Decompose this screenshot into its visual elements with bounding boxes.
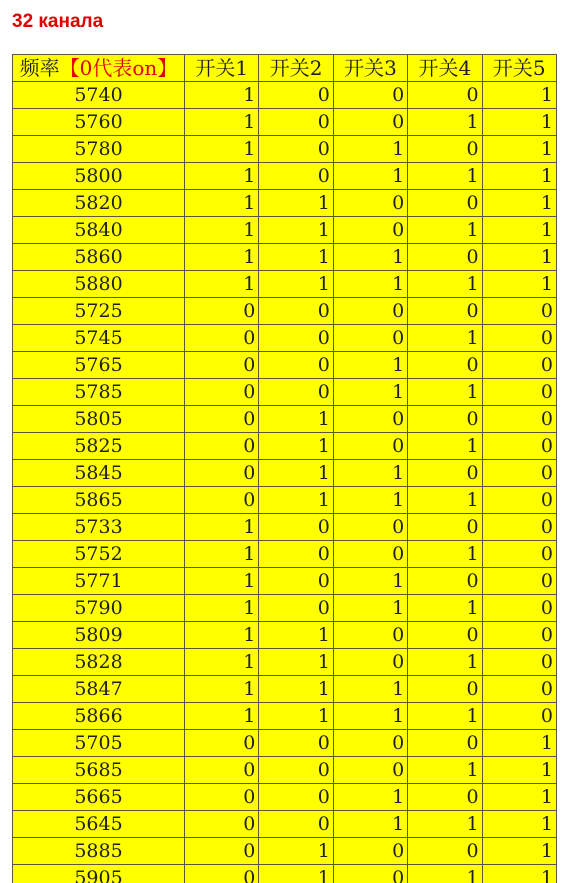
- frequency-cell: 5809: [13, 622, 185, 649]
- switch-3-cell: 1: [333, 595, 407, 622]
- switch-1-cell: 1: [185, 109, 259, 136]
- switch-3-cell: 0: [333, 865, 407, 883]
- switch-5-cell: 0: [482, 406, 556, 433]
- switch-2-cell: 1: [259, 217, 333, 244]
- switch-1-cell: 0: [185, 838, 259, 865]
- frequency-cell: 5790: [13, 595, 185, 622]
- switch-4-cell: 0: [408, 190, 482, 217]
- switch-1-cell: 0: [185, 865, 259, 883]
- switch-4-cell: 1: [408, 811, 482, 838]
- switch-1-cell: 1: [185, 82, 259, 109]
- table-row: [13, 541, 557, 568]
- table-row: [13, 514, 557, 541]
- switch-2-cell: 1: [259, 406, 333, 433]
- switch-5-cell: 0: [482, 352, 556, 379]
- switch-5-cell: 0: [482, 649, 556, 676]
- switch-5-cell: 0: [482, 379, 556, 406]
- switch-1-cell: 0: [185, 352, 259, 379]
- table-row: [13, 298, 557, 325]
- table-row: [13, 433, 557, 460]
- switch-3-cell: 0: [333, 514, 407, 541]
- switch-4-cell: 1: [408, 163, 482, 190]
- switch-5-cell: 0: [482, 622, 556, 649]
- switch-3-cell: 1: [333, 379, 407, 406]
- table-row: [13, 622, 557, 649]
- switch-4-cell: 0: [408, 568, 482, 595]
- switch-1-cell: 0: [185, 784, 259, 811]
- table-row: [13, 217, 557, 244]
- switch-3-cell: 1: [333, 460, 407, 487]
- switch-2-cell: 1: [259, 244, 333, 271]
- table-row: [13, 703, 557, 730]
- frequency-cell: 5860: [13, 244, 185, 271]
- switch-1-cell: 1: [185, 568, 259, 595]
- switch-5-cell: 1: [482, 109, 556, 136]
- switch-1-cell: 0: [185, 730, 259, 757]
- table-row: [13, 487, 557, 514]
- frequency-cell: 5820: [13, 190, 185, 217]
- frequency-cell: 5740: [13, 82, 185, 109]
- switch-4-cell: 1: [408, 433, 482, 460]
- frequency-cell: 5760: [13, 109, 185, 136]
- frequency-cell: 5771: [13, 568, 185, 595]
- switch-5-cell: 0: [482, 568, 556, 595]
- frequency-cell: 5825: [13, 433, 185, 460]
- switch-1-cell: 1: [185, 271, 259, 298]
- frequency-note: 【0代表on】: [59, 56, 178, 80]
- switch-3-cell: 1: [333, 271, 407, 298]
- switch-2-cell: 1: [259, 487, 333, 514]
- switch-1-cell: 0: [185, 487, 259, 514]
- switch-3-cell: 0: [333, 298, 407, 325]
- switch-2-cell: 1: [259, 865, 333, 883]
- frequency-cell: 5805: [13, 406, 185, 433]
- switch-5-cell: 0: [482, 460, 556, 487]
- switch-2-cell: 1: [259, 190, 333, 217]
- switch-4-cell: 0: [408, 82, 482, 109]
- switch-2-cell: 0: [259, 811, 333, 838]
- table-row: [13, 325, 557, 352]
- table-row: [13, 406, 557, 433]
- switch-1-cell: 1: [185, 649, 259, 676]
- switch-4-cell: 1: [408, 109, 482, 136]
- switch-4-cell: 1: [408, 541, 482, 568]
- switch-3-cell: 0: [333, 541, 407, 568]
- frequency-cell: 5865: [13, 487, 185, 514]
- switch-5-cell: 1: [482, 190, 556, 217]
- switch-2-cell: 1: [259, 622, 333, 649]
- switch-5-cell: 1: [482, 811, 556, 838]
- table-row: [13, 460, 557, 487]
- frequency-cell: 5752: [13, 541, 185, 568]
- switch-5-cell: 0: [482, 595, 556, 622]
- switch-4-cell: 0: [408, 352, 482, 379]
- frequency-cell: 5885: [13, 838, 185, 865]
- switch-2-cell: 1: [259, 703, 333, 730]
- switch-3-cell: 0: [333, 649, 407, 676]
- switch-1-cell: 1: [185, 190, 259, 217]
- switch-5-cell: 1: [482, 217, 556, 244]
- switch-5-cell: 1: [482, 244, 556, 271]
- frequency-cell: 5845: [13, 460, 185, 487]
- frequency-cell: 5880: [13, 271, 185, 298]
- switch-5-cell: 0: [482, 514, 556, 541]
- switch-4-cell: 0: [408, 838, 482, 865]
- switch-1-cell: 1: [185, 163, 259, 190]
- switch-2-cell: 1: [259, 676, 333, 703]
- switch-5-cell: 1: [482, 271, 556, 298]
- switch-1-cell: 1: [185, 703, 259, 730]
- table-row: [13, 784, 557, 811]
- switch-4-cell: 1: [408, 703, 482, 730]
- switch-4-cell: 1: [408, 595, 482, 622]
- switch-3-cell: 1: [333, 784, 407, 811]
- switch-4-cell: 0: [408, 622, 482, 649]
- table-row: [13, 136, 557, 163]
- frequency-cell: 5828: [13, 649, 185, 676]
- frequency-cell: 5725: [13, 298, 185, 325]
- switch-3-cell: 0: [333, 622, 407, 649]
- switch-3-cell: 0: [333, 325, 407, 352]
- frequency-cell: 5765: [13, 352, 185, 379]
- switch-1-cell: 0: [185, 433, 259, 460]
- switch-4-cell: 1: [408, 865, 482, 883]
- table-row: [13, 730, 557, 757]
- switch-1-cell: 0: [185, 406, 259, 433]
- switch-5-cell: 1: [482, 136, 556, 163]
- switch-2-cell: 1: [259, 649, 333, 676]
- switch-1-cell: 0: [185, 460, 259, 487]
- switch-2-cell: 0: [259, 136, 333, 163]
- frequency-cell: 5733: [13, 514, 185, 541]
- switch-5-cell: 0: [482, 541, 556, 568]
- switch-5-cell: 1: [482, 730, 556, 757]
- switch-3-cell: 0: [333, 757, 407, 784]
- switch-4-cell: 0: [408, 298, 482, 325]
- switch-2-cell: 0: [259, 514, 333, 541]
- switch-4-cell: 1: [408, 649, 482, 676]
- switch-3-cell: 1: [333, 676, 407, 703]
- switch-5-cell: 0: [482, 703, 556, 730]
- switch-5-cell: 0: [482, 487, 556, 514]
- table-row: [13, 676, 557, 703]
- switch-2-cell: 0: [259, 568, 333, 595]
- column-header-switch-2: 开关2: [259, 55, 333, 82]
- switch-3-cell: 0: [333, 406, 407, 433]
- frequency-cell: 5705: [13, 730, 185, 757]
- table-header-row: [13, 55, 557, 82]
- table-row: [13, 595, 557, 622]
- column-header-switch-3: 开关3: [333, 55, 407, 82]
- switch-5-cell: 1: [482, 865, 556, 883]
- switch-4-cell: 1: [408, 757, 482, 784]
- switch-4-cell: 0: [408, 676, 482, 703]
- switch-4-cell: 0: [408, 136, 482, 163]
- switch-1-cell: 0: [185, 298, 259, 325]
- table-row: [13, 163, 557, 190]
- frequency-cell: 5745: [13, 325, 185, 352]
- switch-5-cell: 0: [482, 298, 556, 325]
- switch-1-cell: 1: [185, 217, 259, 244]
- switch-4-cell: 1: [408, 487, 482, 514]
- switch-1-cell: 1: [185, 244, 259, 271]
- switch-3-cell: 0: [333, 109, 407, 136]
- frequency-cell: 5840: [13, 217, 185, 244]
- switch-2-cell: 0: [259, 352, 333, 379]
- table-row: [13, 244, 557, 271]
- table-row: [13, 82, 557, 109]
- switch-1-cell: 0: [185, 379, 259, 406]
- switch-4-cell: 0: [408, 460, 482, 487]
- switch-5-cell: 1: [482, 82, 556, 109]
- frequency-cell: 5665: [13, 784, 185, 811]
- switch-3-cell: 0: [333, 82, 407, 109]
- switch-3-cell: 1: [333, 487, 407, 514]
- switch-4-cell: 0: [408, 406, 482, 433]
- table-row: [13, 568, 557, 595]
- table-row: [13, 865, 557, 883]
- table-row: [13, 271, 557, 298]
- switch-4-cell: 1: [408, 271, 482, 298]
- switch-3-cell: 1: [333, 811, 407, 838]
- switch-1-cell: 1: [185, 136, 259, 163]
- channel-table-container: [12, 54, 562, 883]
- switch-5-cell: 1: [482, 757, 556, 784]
- switch-2-cell: 0: [259, 298, 333, 325]
- switch-4-cell: 1: [408, 217, 482, 244]
- table-row: [13, 757, 557, 784]
- switch-2-cell: 0: [259, 784, 333, 811]
- frequency-cell: 5905: [13, 865, 185, 883]
- switch-1-cell: 0: [185, 757, 259, 784]
- table-row: [13, 649, 557, 676]
- switch-2-cell: 0: [259, 163, 333, 190]
- switch-1-cell: 0: [185, 811, 259, 838]
- switch-2-cell: 0: [259, 82, 333, 109]
- switch-4-cell: 0: [408, 514, 482, 541]
- column-header-switch-5: 开关5: [482, 55, 556, 82]
- frequency-label: 频率: [19, 56, 60, 80]
- switch-1-cell: 1: [185, 676, 259, 703]
- switch-2-cell: 0: [259, 541, 333, 568]
- switch-4-cell: 0: [408, 244, 482, 271]
- switch-3-cell: 0: [333, 838, 407, 865]
- frequency-cell: 5847: [13, 676, 185, 703]
- switch-2-cell: 0: [259, 325, 333, 352]
- switch-5-cell: 0: [482, 325, 556, 352]
- column-header-switch-1: 开关1: [185, 55, 259, 82]
- switch-4-cell: 0: [408, 730, 482, 757]
- frequency-cell: 5800: [13, 163, 185, 190]
- switch-2-cell: 0: [259, 595, 333, 622]
- table-row: [13, 811, 557, 838]
- table-row: [13, 190, 557, 217]
- switch-2-cell: 1: [259, 460, 333, 487]
- table-row: [13, 838, 557, 865]
- switch-2-cell: 1: [259, 838, 333, 865]
- channel-table: [12, 54, 557, 883]
- switch-2-cell: 0: [259, 379, 333, 406]
- table-row: [13, 379, 557, 406]
- switch-4-cell: 1: [408, 325, 482, 352]
- switch-3-cell: 0: [333, 433, 407, 460]
- switch-4-cell: 0: [408, 784, 482, 811]
- column-header-frequency: [13, 55, 185, 82]
- frequency-cell: 5685: [13, 757, 185, 784]
- switch-1-cell: 1: [185, 541, 259, 568]
- switch-3-cell: 1: [333, 136, 407, 163]
- switch-5-cell: 0: [482, 676, 556, 703]
- switch-5-cell: 1: [482, 784, 556, 811]
- switch-1-cell: 0: [185, 325, 259, 352]
- frequency-cell: 5866: [13, 703, 185, 730]
- switch-2-cell: 1: [259, 271, 333, 298]
- frequency-cell: 5645: [13, 811, 185, 838]
- switch-2-cell: 0: [259, 757, 333, 784]
- switch-1-cell: 1: [185, 622, 259, 649]
- switch-2-cell: 1: [259, 433, 333, 460]
- table-row: [13, 352, 557, 379]
- switch-2-cell: 0: [259, 109, 333, 136]
- switch-5-cell: 0: [482, 433, 556, 460]
- switch-3-cell: 1: [333, 568, 407, 595]
- switch-3-cell: 0: [333, 730, 407, 757]
- switch-3-cell: 0: [333, 217, 407, 244]
- switch-3-cell: 1: [333, 703, 407, 730]
- frequency-cell: 5780: [13, 136, 185, 163]
- switch-3-cell: 1: [333, 244, 407, 271]
- frequency-cell: 5785: [13, 379, 185, 406]
- page-title: 32 канала: [12, 11, 104, 32]
- switch-3-cell: 0: [333, 190, 407, 217]
- switch-5-cell: 1: [482, 163, 556, 190]
- switch-1-cell: 1: [185, 514, 259, 541]
- switch-3-cell: 1: [333, 352, 407, 379]
- switch-5-cell: 1: [482, 838, 556, 865]
- switch-4-cell: 1: [408, 379, 482, 406]
- column-header-switch-4: 开关4: [408, 55, 482, 82]
- table-body: [13, 82, 557, 883]
- table-row: [13, 109, 557, 136]
- switch-3-cell: 1: [333, 163, 407, 190]
- switch-1-cell: 1: [185, 595, 259, 622]
- switch-2-cell: 0: [259, 730, 333, 757]
